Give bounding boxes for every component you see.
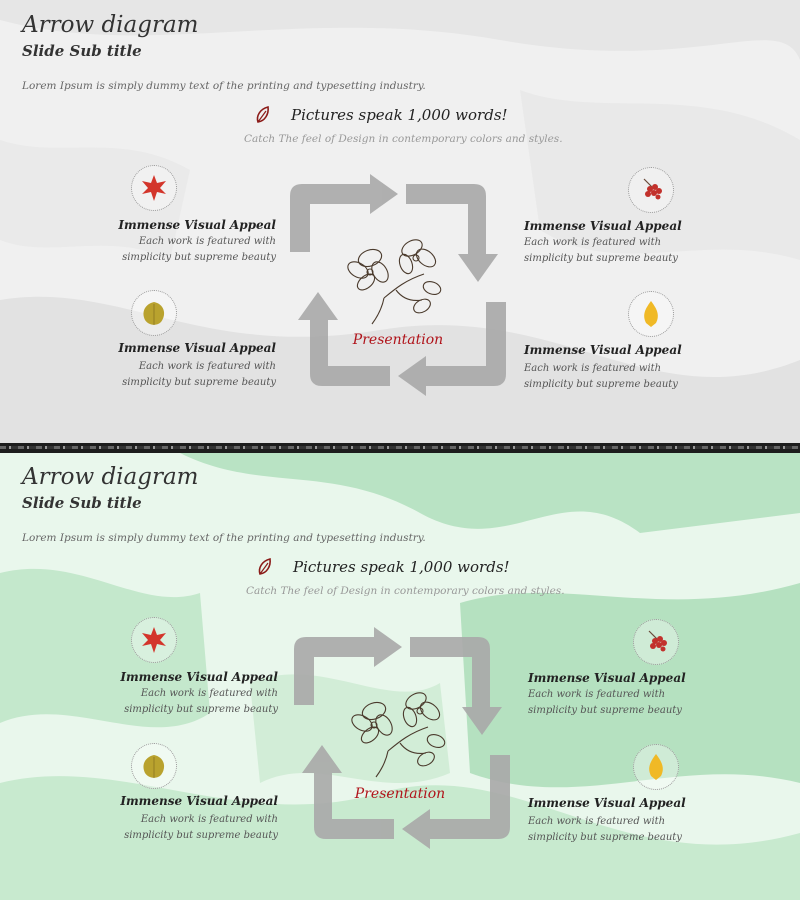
yellow-leaf-icon	[636, 299, 666, 329]
feature-text-4b: simplicity but supreme beauty	[524, 379, 678, 390]
feature-text-2b: simplicity but supreme beauty	[524, 253, 678, 264]
feature-text-4a: Each work is featured with	[524, 363, 662, 374]
flower-illustration-icon	[336, 228, 456, 328]
feature-title-1: Immense Visual Appeal	[120, 670, 278, 684]
slide-subtitle: Slide Sub title	[22, 42, 142, 60]
slide-title: Arrow diagram	[22, 12, 199, 38]
catch-text: Catch The feel of Design in contemporary colors and styles.	[246, 585, 565, 597]
slide-gray	[0, 0, 800, 445]
feature-icon-1	[131, 617, 177, 663]
feature-text-1b: simplicity but supreme beauty	[124, 704, 278, 715]
feature-icon-2	[628, 167, 674, 213]
olive-leaf-icon	[139, 298, 169, 328]
feature-text-1a: Each work is featured with	[140, 688, 278, 699]
feature-text-3a: Each work is featured with	[138, 361, 276, 372]
feature-text-3a: Each work is featured with	[140, 814, 278, 825]
feature-text-2b: simplicity but supreme beauty	[528, 705, 682, 716]
headline-row	[255, 106, 508, 124]
olive-leaf-icon	[139, 751, 169, 781]
feature-text-1a: Each work is featured with	[138, 236, 276, 247]
headline: Pictures speak 1,000 words!	[293, 558, 510, 576]
feature-title-3: Immense Visual Appeal	[118, 341, 276, 355]
headline-row	[257, 558, 510, 576]
feature-icon-1	[131, 165, 177, 211]
feature-title-4: Immense Visual Appeal	[524, 343, 682, 357]
feature-title-4: Immense Visual Appeal	[528, 796, 686, 810]
headline: Pictures speak 1,000 words!	[291, 106, 508, 124]
slide-subtitle: Slide Sub title	[22, 494, 142, 512]
feature-title-2: Immense Visual Appeal	[524, 219, 682, 233]
feature-icon-4	[633, 744, 679, 790]
feature-text-3b: simplicity but supreme beauty	[122, 377, 276, 388]
feature-icon-4	[628, 291, 674, 337]
red-leaf-icon	[139, 173, 169, 203]
feature-title-3: Immense Visual Appeal	[120, 794, 278, 808]
feature-text-1b: simplicity but supreme beauty	[122, 252, 276, 263]
feature-icon-3	[131, 743, 177, 789]
feature-text-2a: Each work is featured with	[528, 689, 666, 700]
center-label: Presentation	[354, 786, 446, 802]
center-label: Presentation	[352, 332, 444, 348]
berries-icon	[641, 627, 671, 657]
leaf-mark-icon	[255, 106, 271, 124]
slide-green	[0, 453, 800, 900]
feature-text-2a: Each work is featured with	[524, 237, 662, 248]
feature-icon-3	[131, 290, 177, 336]
slide-title: Arrow diagram	[22, 464, 199, 490]
catch-text: Catch The feel of Design in contemporary colors and styles.	[244, 133, 563, 145]
feature-text-4b: simplicity but supreme beauty	[528, 832, 682, 843]
berries-icon	[636, 175, 666, 205]
feature-text-4a: Each work is featured with	[528, 816, 666, 827]
feature-title-1: Immense Visual Appeal	[118, 218, 276, 232]
lorem-text: Lorem Ipsum is simply dummy text of the printing and typesetting industry.	[22, 532, 426, 544]
feature-text-3b: simplicity but supreme beauty	[124, 830, 278, 841]
yellow-leaf-icon	[641, 752, 671, 782]
leaf-mark-icon	[257, 558, 273, 576]
flower-illustration-icon	[340, 681, 460, 781]
red-leaf-icon	[139, 625, 169, 655]
feature-title-2: Immense Visual Appeal	[528, 671, 686, 685]
feature-icon-2	[633, 619, 679, 665]
lorem-text: Lorem Ipsum is simply dummy text of the printing and typesetting industry.	[22, 80, 426, 92]
